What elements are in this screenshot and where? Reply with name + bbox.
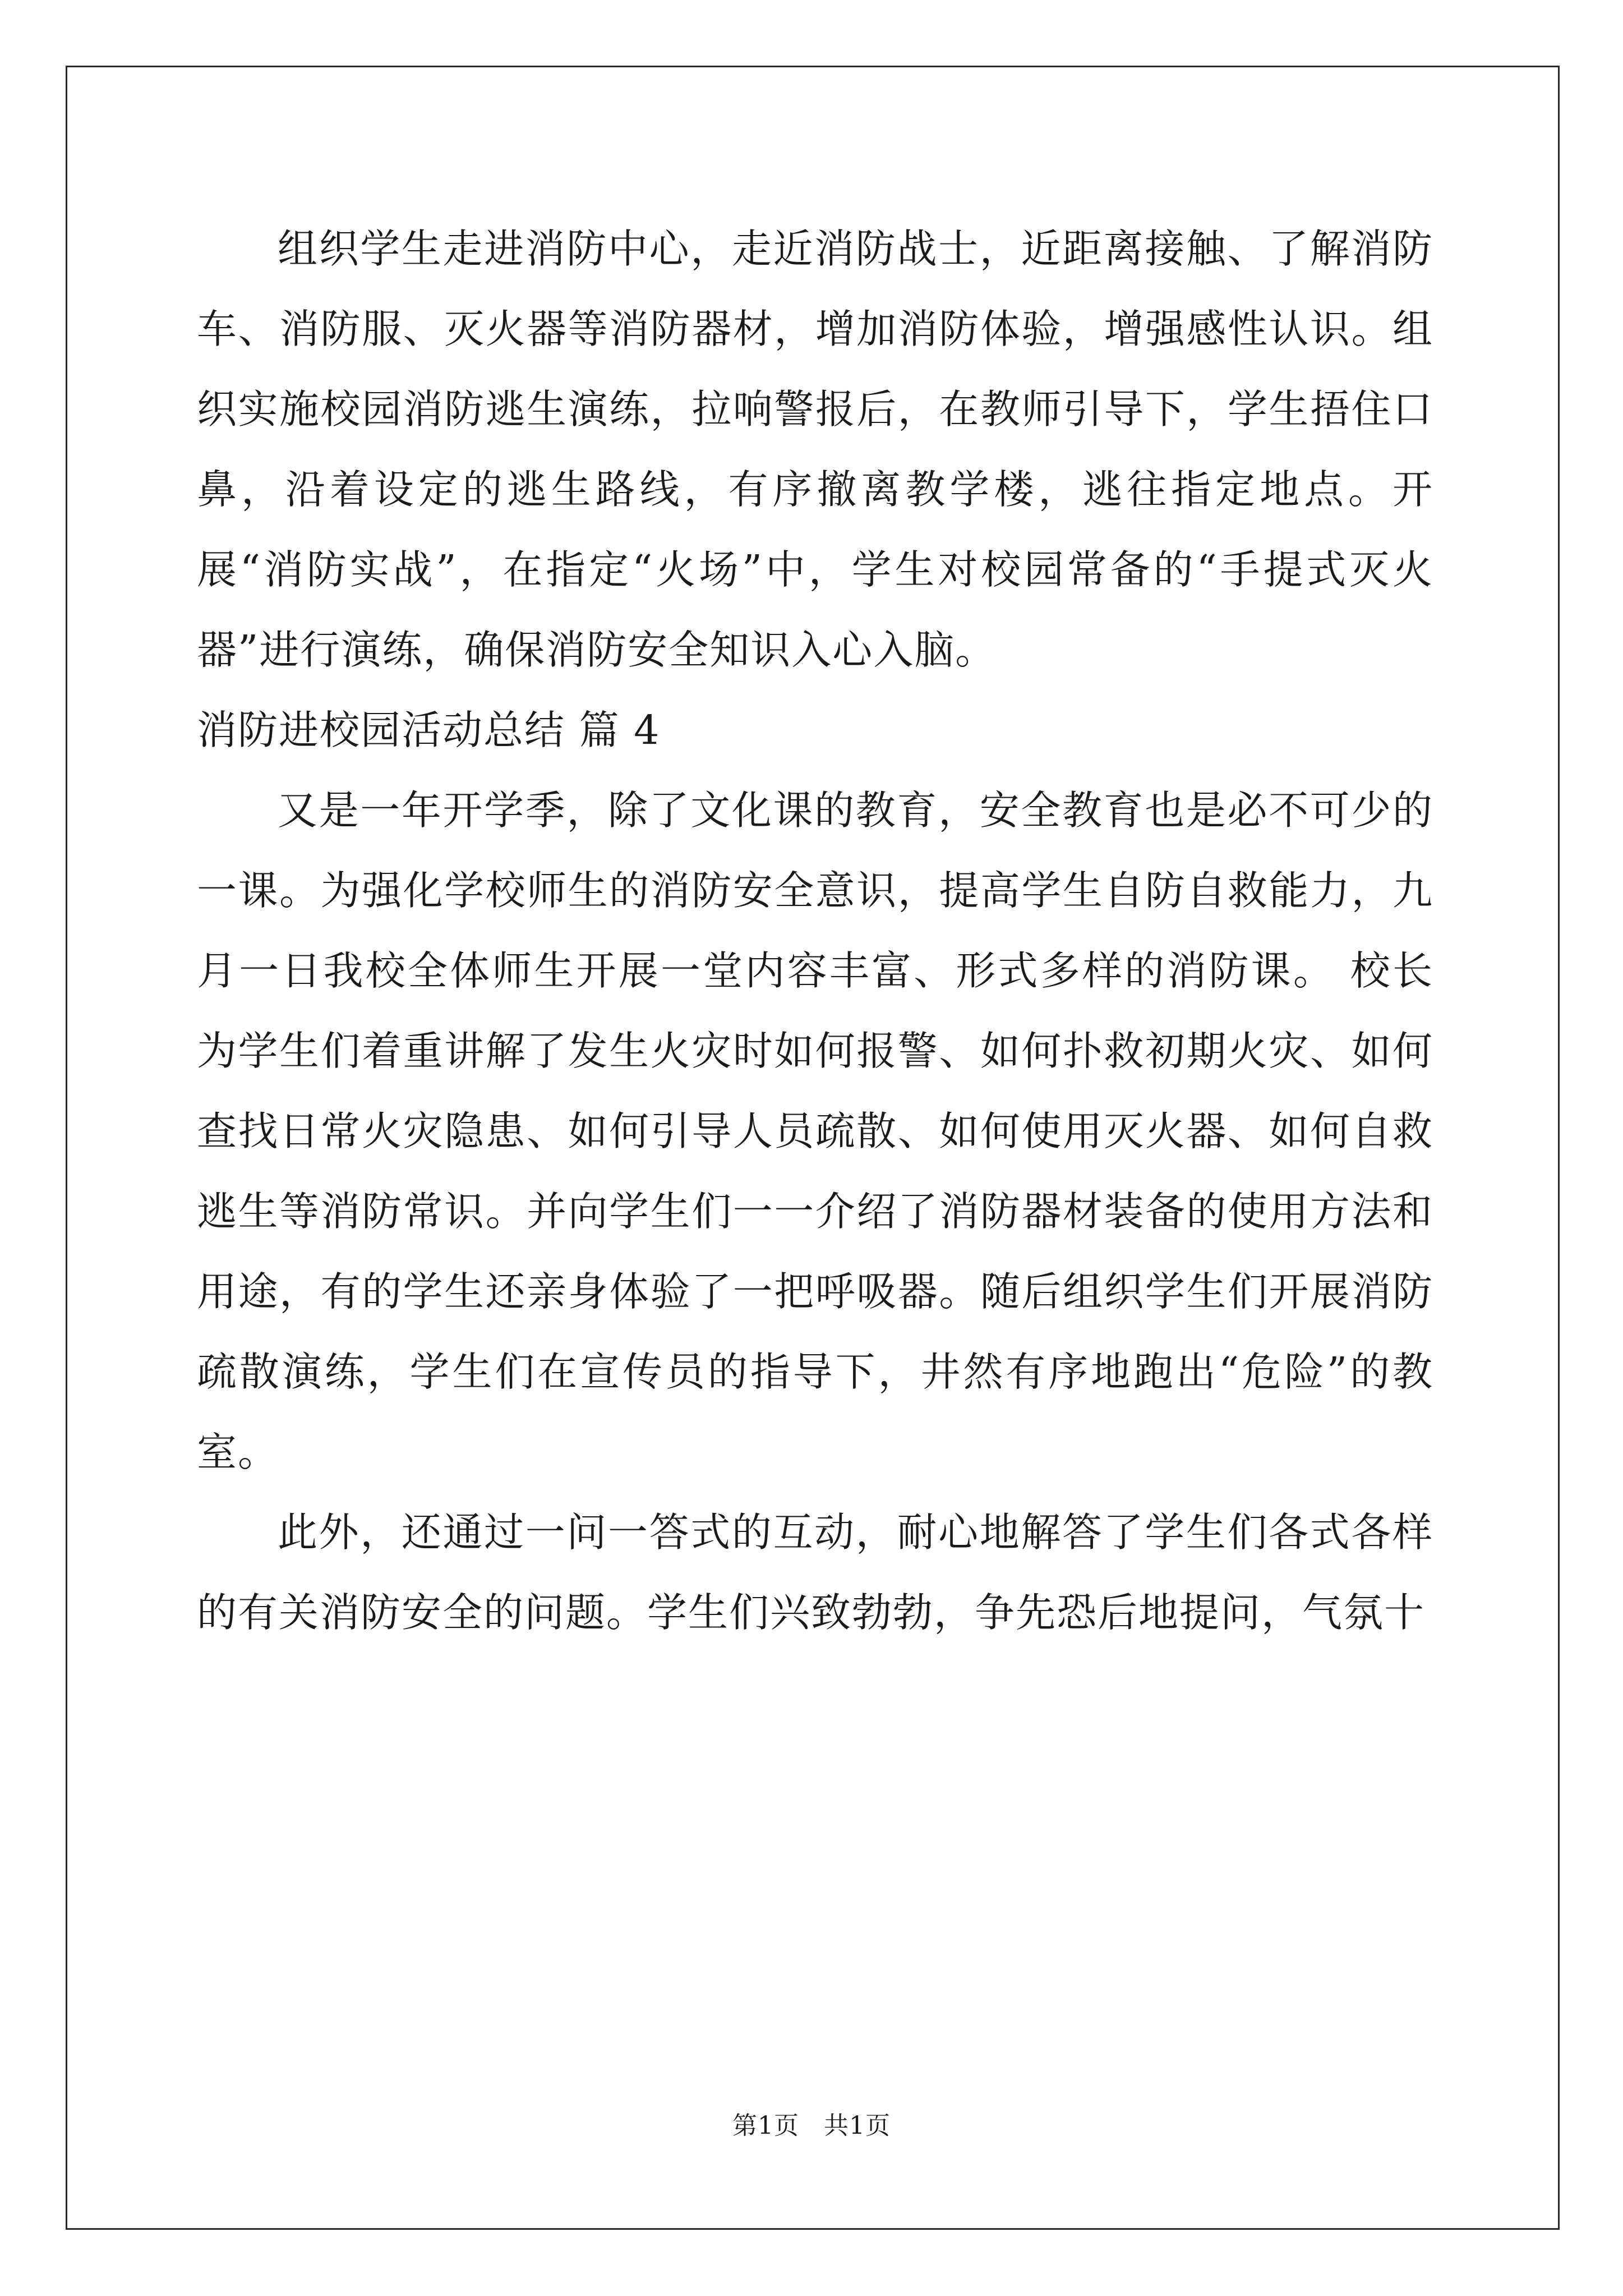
page-number: 第1页 [732,2111,799,2140]
paragraph-fire-safety-class: 又是一年开学季，除了文化课的教育，安全教育也是必不可少的一课。为强化学校师生的消防安全意识，提高学生自防自救能力，九月一日我校全体师生开展一堂内容丰富、形式多样的消防课。 校长为学生们着重讲解了发生火灾时如何报警、如何扑救初期火灾、如何查找日常火灾隐患、如何引导人员疏散、如何使用灭火器、如何自救逃生等消防常识。并向学生们一一介绍了消防器材装备的使用方法和用途，有的学生还亲身体验了一把呼吸器。随后组织学生们开展消防疏散演练，学生们在宣传员的指导下，井然有序地跑出“危险”的教室。 [197,787,1433,1475]
section-heading: 消防进校园活动总结 篇 4 [197,707,661,753]
document-body [197,209,1433,1653]
page-total: 共1页 [824,2111,891,2140]
paragraph-fire-drill: 组织学生走进消防中心，走近消防战士，近距离接触、了解消防车、消防服、灭火器等消防器材，增加消防体验，增强感性认识。组织实施校园消防逃生演练，拉响警报后，在教师引导下，学生捂住口鼻，沿着设定的逃生路线，有序撤离教学楼，逃往指定地点。开展“消防实战”，在指定“火场”中，学生对校园常备的“手提式灭火器”进行演练，确保消防安全知识入心入脑。 [197,226,1433,673]
paragraph-qa-interaction: 此外，还通过一问一答式的互动，耐心地解答了学生们各式各样的有关消防安全的问题。学生们兴致勃勃，争先恐后地提问，气氛十 [197,1509,1433,1636]
page-footer [0,2105,1623,2141]
